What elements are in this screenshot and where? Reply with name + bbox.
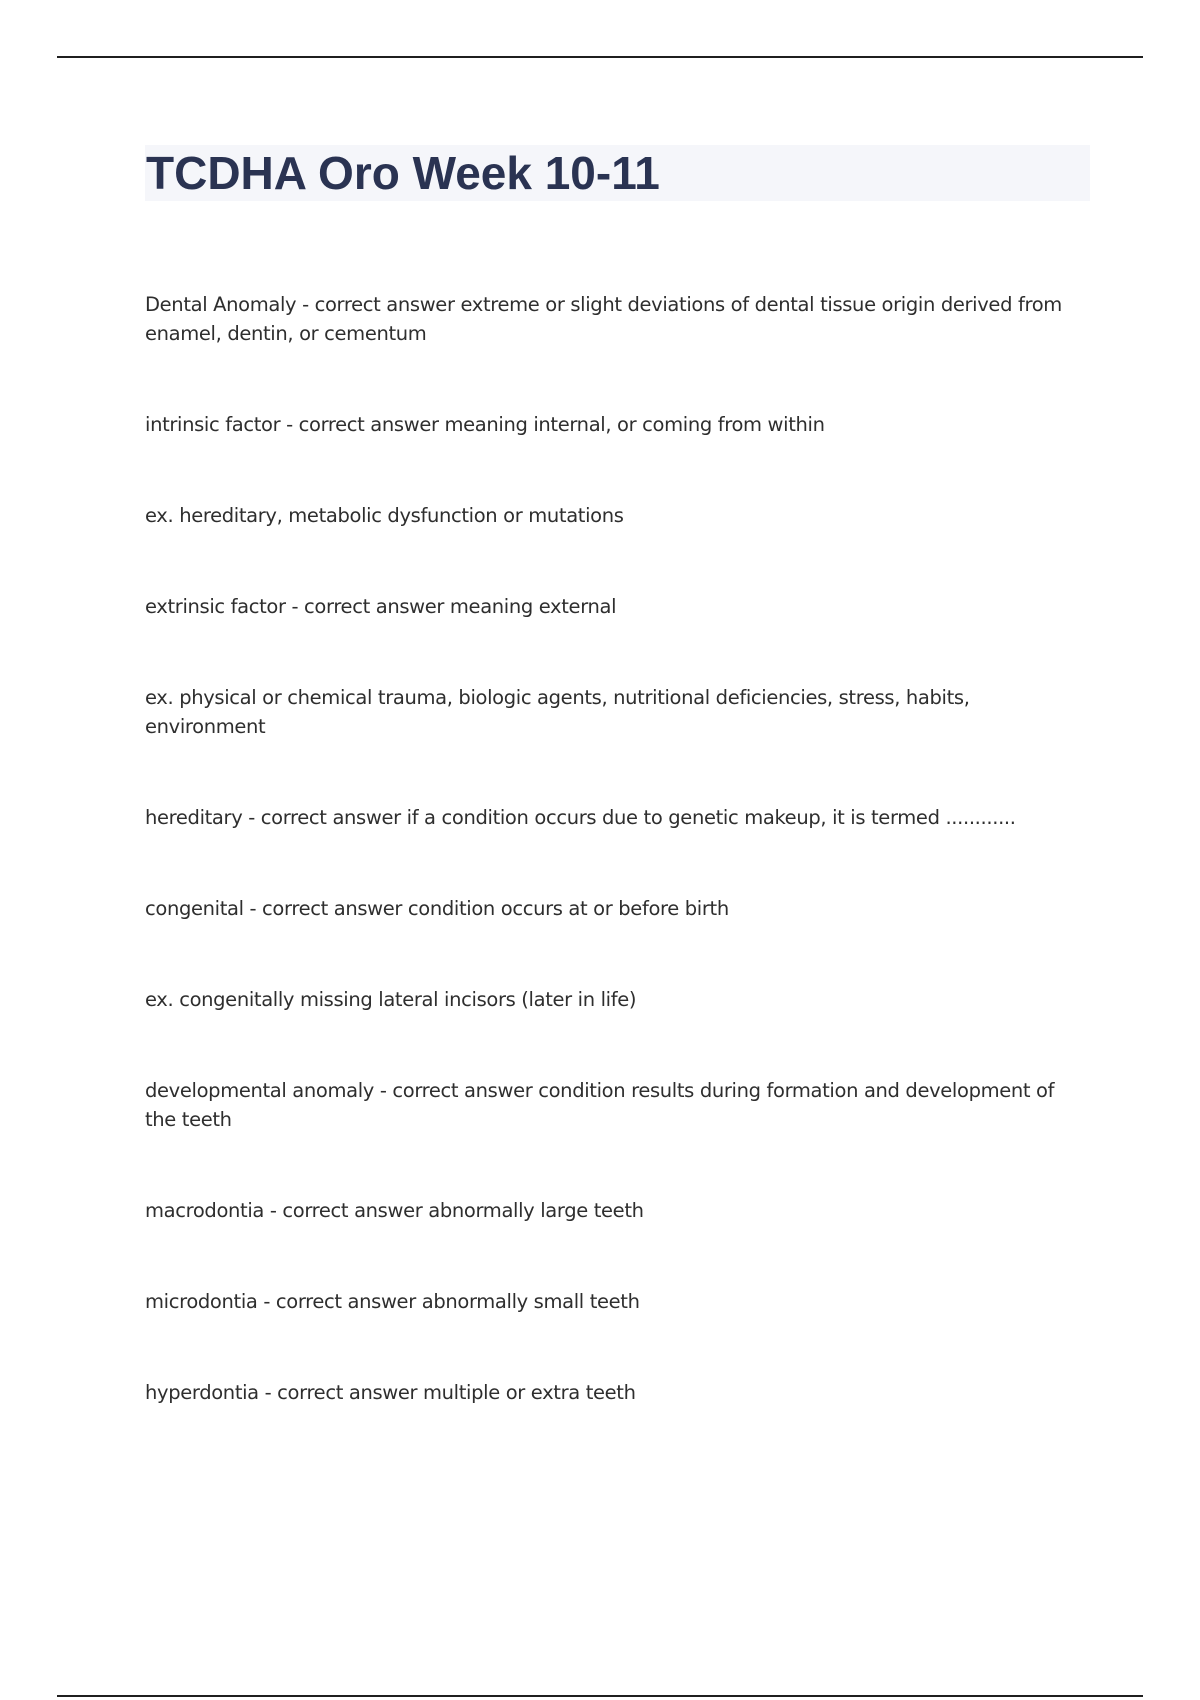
flashcard-entry-developmental-anomaly: developmental anomaly - correct answer condition results during formation and development of the teeth — [145, 1079, 1055, 1131]
document-title: TCDHA Oro Week 10-11 — [146, 147, 660, 199]
flashcard-entry-intrinsic-example: ex. hereditary, metabolic dysfunction or mutations — [145, 504, 624, 527]
flashcard-entry-extrinsic-example: ex. physical or chemical trauma, biologic agents, nutritional deficiencies, stress, habits, environment — [145, 686, 970, 738]
bottom-rule — [57, 1695, 1143, 1697]
flashcard-entry-congenital-example: ex. congenitally missing lateral incisors (later in life) — [145, 988, 637, 1011]
flashcard-entry-dental-anomaly: Dental Anomaly - correct answer extreme or slight deviations of dental tissue origin derived from enamel, dentin, or cementum — [145, 293, 1062, 345]
flashcard-entry-microdontia: microdontia - correct answer abnormally small teeth — [145, 1290, 640, 1313]
title-band — [145, 145, 1090, 201]
top-rule — [57, 56, 1143, 58]
flashcard-entry-hereditary: hereditary - correct answer if a condition occurs due to genetic makeup, it is termed ............ — [145, 806, 1016, 829]
flashcard-entry-extrinsic-factor: extrinsic factor - correct answer meaning external — [145, 595, 617, 618]
flashcard-entry-congenital: congenital - correct answer condition occurs at or before birth — [145, 897, 729, 920]
flashcard-entry-macrodontia: macrodontia - correct answer abnormally large teeth — [145, 1199, 644, 1222]
flashcard-list — [145, 290, 1090, 1407]
flashcard-entry-intrinsic-factor: intrinsic factor - correct answer meaning internal, or coming from within — [145, 413, 825, 436]
flashcard-entry-hyperdontia: hyperdontia - correct answer multiple or extra teeth — [145, 1381, 636, 1404]
document-content — [145, 145, 1090, 1407]
